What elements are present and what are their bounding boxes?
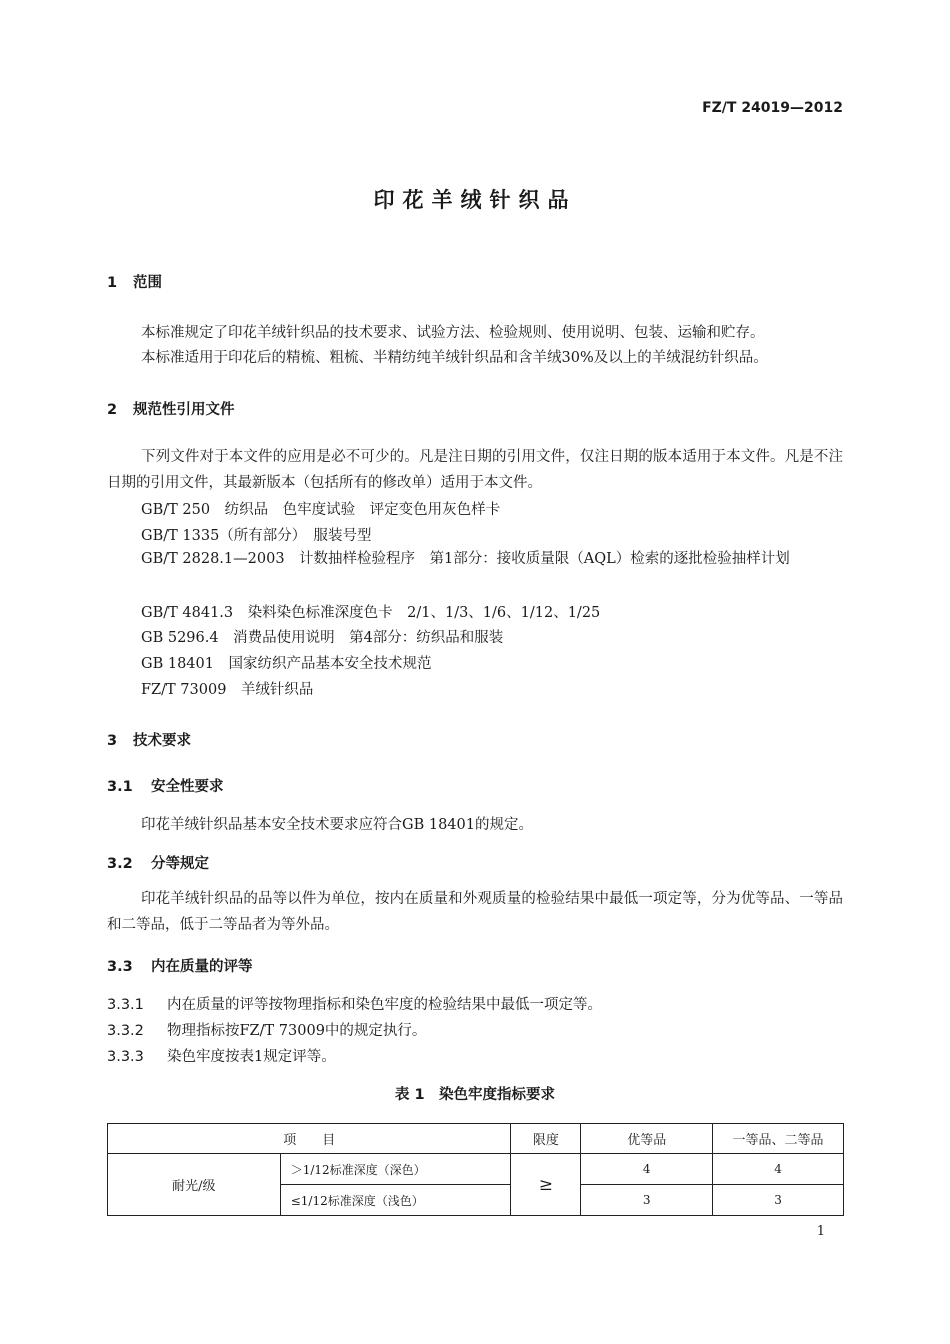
header-limit: 限度 [511, 1124, 581, 1154]
clause-text: 物理指标按FZ/T 73009中的规定执行。 [167, 1023, 427, 1039]
clause-3-1-text: 印花羊绒针织品基本安全技术要求应符合GB 18401的规定。 [141, 817, 533, 833]
section-title: 范围 [133, 275, 162, 291]
section-number: 2 [107, 402, 118, 418]
clause-number: 3.3.2 [107, 1023, 144, 1039]
section-1-para-2: 本标准适用于印花后的精梳、粗梳、半精纺纯羊绒针织品和含羊绒30%及以上的羊绒混纺针织品。 [141, 350, 768, 366]
section-number: 1 [107, 275, 118, 291]
reference-item: GB 5296.4 消费品使用说明 第4部分：纺织品和服装 [141, 630, 504, 646]
first-second-value: 4 [713, 1154, 844, 1185]
document-title: 印花羊绒针织品 [373, 188, 577, 212]
table-caption: 表 1 染色牢度指标要求 [394, 1087, 556, 1103]
header-item: 项 目 [108, 1124, 511, 1154]
section-title: 技术要求 [133, 733, 191, 749]
clause-text: 染色牢度按表1规定评等。 [167, 1049, 336, 1065]
header-superior: 优等品 [581, 1124, 713, 1154]
section-number: 3 [107, 733, 118, 749]
clause-number: 3.3.1 [107, 997, 144, 1013]
table-row [108, 1154, 844, 1185]
condition-cell: ＞1/12标准深度（深色） [280, 1154, 511, 1185]
section-2-heading [107, 398, 235, 419]
section-1-heading [107, 271, 162, 292]
reference-item: GB 18401 国家纺织产品基本安全技术规范 [141, 656, 432, 672]
clause-number: 3.3 [107, 959, 133, 975]
first-second-value: 3 [713, 1185, 844, 1216]
clause-3-3-2 [107, 1019, 426, 1040]
condition-cell: ≤1/12标准深度（浅色） [280, 1185, 511, 1216]
section-1-para-1: 本标准规定了印花羊绒针织品的技术要求、试验方法、检验规则、使用说明、包装、运输和贮存。 [141, 325, 765, 341]
clause-title: 内在质量的评等 [151, 959, 253, 975]
reference-item: FZ/T 73009 羊绒针织品 [141, 682, 314, 698]
limit-symbol: ≥ [511, 1154, 581, 1216]
superior-value: 3 [581, 1185, 713, 1216]
clause-3-3-heading [107, 955, 253, 976]
section-2-intro: 下列文件对于本文件的应用是必不可少的。凡是注日期的引用文件，仅注日期的版本适用于本文件。凡是不注日期的引用文件，其最新版本（包括所有的修改单）适用于本文件。 [107, 449, 843, 491]
clause-title: 安全性要求 [151, 779, 224, 795]
reference-item: GB/T 2828.1—2003 计数抽样检验程序 第1部分：接收质量限（AQL）检索的逐批检验抽样计划 [141, 551, 790, 567]
section-3-heading [107, 729, 191, 750]
page-number: 1 [816, 1224, 825, 1239]
clause-3-3-3 [107, 1045, 336, 1066]
colorfastness-table [107, 1123, 844, 1216]
section-title: 规范性引用文件 [133, 402, 235, 418]
reference-item: GB/T 1335（所有部分） 服装号型 [141, 528, 372, 544]
standard-number: FZ/T 24019—2012 [702, 100, 843, 116]
table-header-row [108, 1124, 844, 1154]
clause-3-2-text: 印花羊绒针织品的品等以件为单位，按内在质量和外观质量的检验结果中最低一项定等，分为优等品、一等品和二等品，低于二等品者为等外品。 [107, 891, 843, 933]
row-group-label: 耐光/级 [108, 1154, 281, 1216]
clause-text: 内在质量的评等按物理指标和染色牢度的检验结果中最低一项定等。 [167, 997, 602, 1013]
reference-item: GB/T 4841.3 染料染色标准深度色卡 2/1、1/3、1/6、1/12、1/25 [141, 605, 601, 621]
reference-item: GB/T 250 纺织品 色牢度试验 评定变色用灰色样卡 [141, 502, 501, 518]
clause-3-3-1 [107, 993, 602, 1014]
clause-title: 分等规定 [151, 856, 209, 872]
clause-number: 3.2 [107, 856, 133, 872]
clause-number: 3.3.3 [107, 1049, 144, 1065]
superior-value: 4 [581, 1154, 713, 1185]
clause-3-2-heading [107, 852, 209, 873]
clause-number: 3.1 [107, 779, 133, 795]
header-first-second: 一等品、二等品 [713, 1124, 844, 1154]
clause-3-1-heading [107, 775, 224, 796]
